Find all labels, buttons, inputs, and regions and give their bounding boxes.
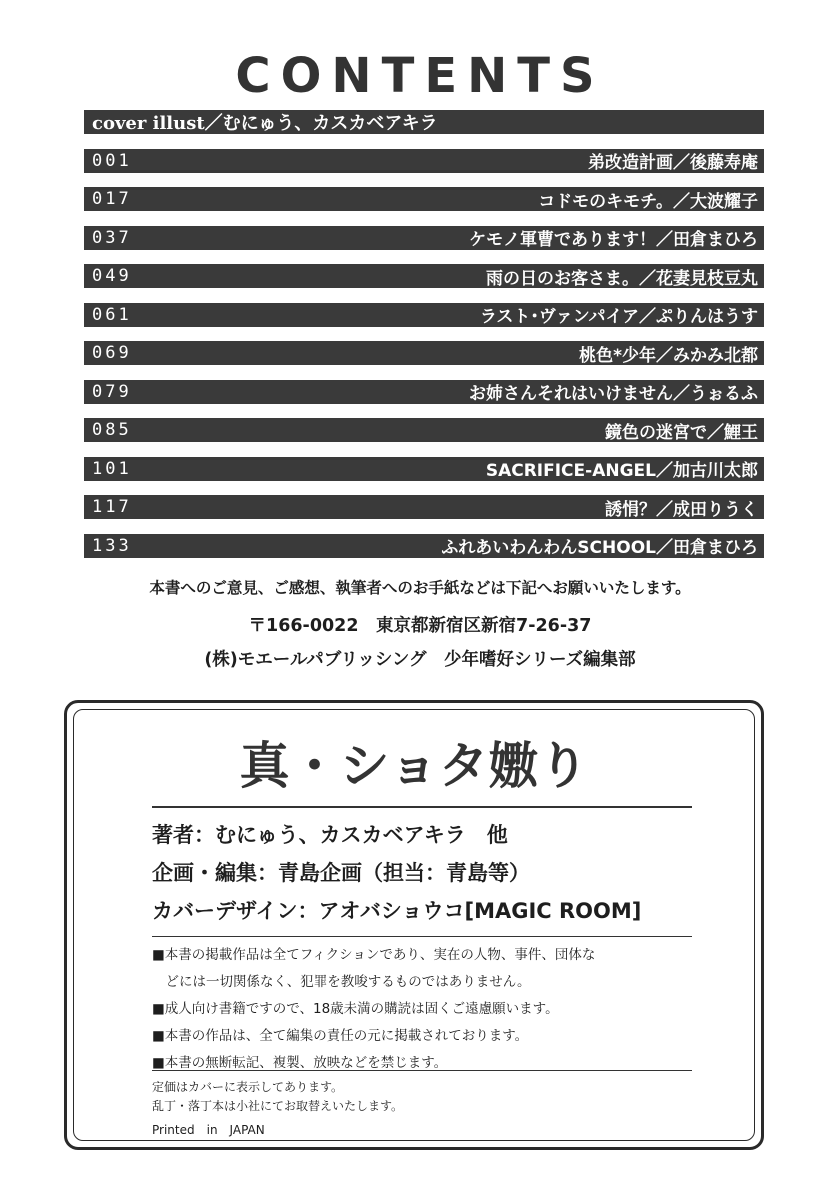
toc-page-number: 101 — [92, 458, 132, 479]
disclaimer-line: ■本書の作品は、全て編集の責任の元に掲載されております。 — [152, 1028, 529, 1044]
toc-row — [84, 495, 764, 519]
toc-page-number: 061 — [92, 304, 132, 325]
toc-row — [84, 226, 764, 250]
disclaimer-line: ■本書の掲載作品は全てフィクションであり、実在の人物、事件、団体な — [152, 947, 596, 963]
toc-row — [84, 149, 764, 173]
colophon-box — [64, 700, 764, 1150]
toc-work-title: 誘悁？／成田りうく — [605, 499, 758, 520]
toc-row — [84, 418, 764, 442]
toc-page-number: 049 — [92, 266, 132, 286]
toc-page-number: 069 — [92, 343, 132, 363]
toc-page-number: 085 — [92, 420, 132, 440]
toc-page-number: 079 — [92, 381, 132, 402]
toc-work-title: 弟改造計画／後藤寿庵 — [588, 153, 758, 173]
postal-address: 〒166-0022 東京都新宿区新宿7-26-37 — [248, 616, 592, 636]
printed-in-label: Printed in JAPAN — [152, 1123, 265, 1137]
credit-authors: 著者：むにゅう、カスカベアキラ 他 — [152, 823, 508, 847]
publisher-department: (株)モエールパブリッシング 少年嗜好シリーズ編集部 — [204, 650, 636, 670]
toc-row — [84, 264, 764, 288]
book-title: 真・ショタ嫐り — [239, 737, 589, 795]
cover-illust-label: cover illust／むにゅう、カスカベアキラ — [92, 113, 438, 134]
divider — [152, 936, 692, 937]
toc-page-number: 037 — [92, 227, 132, 248]
toc-row — [84, 341, 764, 365]
toc-work-title: ふれあいわんわんSCHOOL／田倉まひろ — [441, 538, 758, 558]
toc-row — [84, 380, 764, 404]
toc-work-title: 雨の日のお客さま。／花妻見枝豆丸 — [486, 268, 758, 289]
replacement-note: 乱丁・落丁本は小社にてお取替えいたします。 — [152, 1099, 404, 1113]
divider — [152, 806, 692, 808]
contents-title: CONTENTS — [235, 48, 605, 104]
toc-page-number: 017 — [92, 189, 132, 209]
colophon-footer — [152, 1078, 403, 1140]
toc-page-number: 001 — [92, 150, 132, 171]
contact-notice: 本書へのご意見、ご感想、執筆者へのお手紙などは下記へお願いいたします。 — [149, 579, 691, 597]
colophon-inner-frame — [73, 709, 755, 1141]
disclaimer-line: ■成人向け書籍ですので、18歳未満の購読は固くご遠慮願います。 — [152, 1001, 559, 1017]
cover-illust-row — [84, 110, 764, 134]
disclaimer-line: どには一切関係なく、犯罪を教唆するものではありません。 — [152, 974, 531, 990]
toc-work-title: 鏡色の迷宮で／鯉王 — [605, 422, 758, 443]
toc-page-number: 117 — [92, 497, 132, 517]
credit-editing: 企画・編集：青島企画（担当：青島等） — [152, 861, 530, 885]
disclaimers — [152, 942, 692, 1077]
toc-work-title: SACRIFICE-ANGEL／加古川太郎 — [485, 461, 758, 481]
toc-work-title: ラスト･ヴァンパイア／ぷりんはうす — [479, 307, 758, 327]
table-of-contents — [84, 110, 764, 572]
toc-row — [84, 534, 764, 558]
disclaimer-line: ■本書の無断転記、複製、放映などを禁じます。 — [152, 1055, 448, 1071]
toc-page-number: 133 — [92, 535, 132, 556]
toc-row — [84, 187, 764, 211]
toc-work-title: コドモのキモチ。／大波耀子 — [538, 191, 758, 212]
price-note: 定価はカバーに表示してあります。 — [152, 1080, 344, 1094]
toc-row — [84, 457, 764, 481]
divider — [152, 1070, 692, 1071]
credit-cover-design: カバーデザイン：アオバショウコ[MAGIC ROOM] — [152, 899, 642, 923]
toc-work-title: お姉さんそれはいけません／うぉるふ — [469, 384, 758, 404]
toc-work-title: ケモノ軍曹であります！／田倉まひろ — [469, 230, 758, 250]
toc-row — [84, 303, 764, 327]
toc-work-title: 桃色*少年／みかみ北都 — [579, 345, 758, 366]
credits — [152, 816, 641, 930]
